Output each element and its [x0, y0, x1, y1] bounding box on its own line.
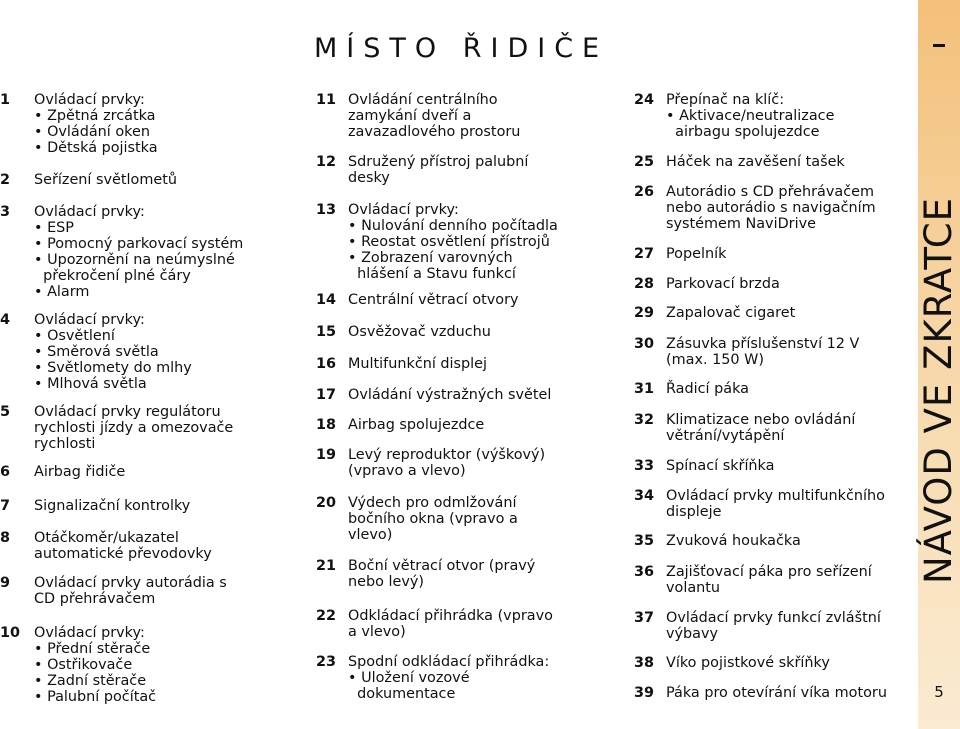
legend-item-number: 14 [316, 292, 337, 308]
legend-item-line: • Dětská pojistka [34, 140, 158, 156]
legend-item-line: Ovládací prvky: [34, 204, 145, 220]
legend-item-number: 32 [634, 412, 655, 428]
page-title: MÍSTO ŘIDIČE [314, 33, 609, 64]
legend-item-line: Ovládací prvky multifunkčního [666, 488, 885, 504]
legend-item [634, 458, 774, 474]
legend-item-line: • Nulování denního počítadla [348, 218, 558, 234]
legend-item-line: Odkládací přihrádka (vpravo [348, 608, 553, 624]
legend-item-number: 12 [316, 154, 337, 170]
legend-item-line: Ovládací prvky: [34, 312, 145, 328]
legend-item-line: Klimatizace nebo ovládání [666, 412, 856, 428]
legend-item-number: 13 [316, 202, 337, 218]
legend-item-line: (vpravo a vlevo) [348, 463, 466, 479]
legend-item [634, 184, 876, 232]
legend-item [0, 464, 125, 480]
legend-item-line: • Zadní stěrače [34, 673, 147, 689]
legend-item [316, 92, 520, 140]
legend-item [634, 488, 885, 520]
legend-item [316, 447, 545, 479]
legend-item-line: • Upozornění na neúmyslné [34, 252, 235, 268]
legend-item [634, 336, 859, 368]
legend-item-line: • ESP [34, 220, 74, 236]
legend-item-number: 2 [0, 172, 11, 188]
legend-item-line: • Ovládání oken [34, 124, 150, 140]
page-number: 5 [934, 683, 944, 701]
legend-item-line: Parkovací brzda [666, 276, 780, 292]
legend-item-number: 38 [634, 655, 655, 671]
legend-item-line: Ovládací prvky: [34, 625, 145, 641]
legend-item [0, 498, 190, 514]
legend-item-line: Spínací skříňka [666, 458, 775, 474]
legend-item-line: • Osvětlení [34, 328, 115, 344]
legend-item [316, 608, 553, 640]
legend-item-number: 39 [634, 685, 655, 701]
legend-item-number: 35 [634, 533, 655, 549]
legend-item-number: 15 [316, 324, 337, 340]
legend-item-number: 19 [316, 447, 337, 463]
legend-item-line: překročení plné čáry [34, 268, 191, 284]
legend-item-line: airbagu spolujezdce [666, 124, 820, 140]
legend-item [634, 92, 834, 140]
legend-item [316, 654, 549, 702]
legend-item-line: • Alarm [34, 284, 90, 300]
legend-item-line: automatické převodovky [34, 546, 212, 562]
legend-item-number: 28 [634, 276, 655, 292]
legend-item-number: 27 [634, 246, 655, 262]
legend-item-line: zavazadlového prostoru [348, 124, 521, 140]
legend-item-line: Osvěžovač vzduchu [348, 324, 491, 340]
legend-item-line: Ovládací prvky regulátoru [34, 404, 221, 420]
legend-item-line: a vlevo) [348, 624, 406, 640]
legend-item-line: výbavy [666, 626, 719, 642]
legend-item-line: • Uložení vozové [348, 670, 470, 686]
legend-item-line: Airbag spolujezdce [348, 417, 485, 433]
legend-item-line: (max. 150 W) [666, 352, 765, 368]
legend-item-number: 36 [634, 564, 655, 580]
legend-item [634, 276, 780, 292]
legend-item-line: • Reostat osvětlení přístrojů [348, 234, 550, 250]
legend-item-number: 20 [316, 495, 337, 511]
legend-item-number: 21 [316, 558, 337, 574]
legend-item-line: • Palubní počítač [34, 689, 157, 705]
legend-item-line: • Pomocný parkovací systém [34, 236, 244, 252]
legend-item-line: desky [348, 170, 390, 186]
legend-item-line: Háček na zavěšení tašek [666, 154, 845, 170]
legend-item-line: • Aktivace/neutralizace [666, 108, 835, 124]
legend-item [634, 610, 881, 642]
legend-item-number: 8 [0, 530, 11, 546]
legend-item [634, 655, 830, 671]
legend-item-line: Zajišťovací páka pro seřízení [666, 564, 872, 580]
legend-item-line: • Ostřikovače [34, 657, 133, 673]
legend-item-number: 17 [316, 387, 337, 403]
legend-item [634, 685, 887, 701]
legend-item [316, 324, 491, 340]
legend-item-line: Ovládání výstražných světel [348, 387, 552, 403]
legend-item [634, 412, 855, 444]
legend-item-line: nebo levý) [348, 574, 424, 590]
legend-item-line: Ovládací prvky autorádia s [34, 575, 227, 591]
legend-item [316, 154, 528, 186]
legend-item-number: 30 [634, 336, 655, 352]
legend-item [0, 204, 243, 300]
legend-item [0, 172, 177, 188]
legend-item-line: rychlosti [34, 436, 96, 452]
legend-item [634, 564, 872, 596]
legend-item-line: Centrální větrací otvory [348, 292, 519, 308]
legend-item-number: 11 [316, 92, 337, 108]
legend-item [634, 381, 749, 397]
legend-item-line: Boční větrací otvor (pravý [348, 558, 536, 574]
legend-item [316, 495, 518, 543]
legend-item-number: 26 [634, 184, 655, 200]
legend-item-line: • Mlhová světla [34, 376, 147, 392]
legend-item-number: 4 [0, 312, 11, 328]
legend-item-line: Ovládací prvky funkcí zvláštní [666, 610, 881, 626]
legend-item-line: Víko pojistkové skříňky [666, 655, 830, 671]
legend-item-line: CD přehrávačem [34, 591, 156, 607]
legend-item-number: 5 [0, 404, 11, 420]
legend-item-line: Ovládací prvky: [348, 202, 459, 218]
legend-item-number: 6 [0, 464, 11, 480]
legend-item-number: 3 [0, 204, 11, 220]
legend-item-number: 31 [634, 381, 655, 397]
legend-item-line: Popelník [666, 246, 727, 262]
legend-item [316, 417, 484, 433]
legend-item [0, 312, 192, 392]
legend-item-number: 34 [634, 488, 655, 504]
legend-item [0, 404, 233, 452]
legend-item-line: volantu [666, 580, 721, 596]
legend-item-line: rychlosti jízdy a omezovače [34, 420, 234, 436]
legend-item-line: Zásuvka příslušenství 12 V [666, 336, 860, 352]
legend-item-line: Airbag řidiče [34, 464, 126, 480]
legend-item [316, 387, 551, 403]
legend-item-line: Otáčkoměr/ukazatel [34, 530, 179, 546]
legend-item-number: 37 [634, 610, 655, 626]
legend-item-number: 25 [634, 154, 655, 170]
legend-item-number: 18 [316, 417, 337, 433]
legend-item-line: Multifunkční displej [348, 356, 488, 372]
legend-item-line: Zapalovač cigaret [666, 305, 796, 321]
legend-item-number: 9 [0, 575, 11, 591]
sidebar-tab-marker [933, 44, 945, 47]
legend-item-number: 7 [0, 498, 11, 514]
legend-item-line: Zvuková houkačka [666, 533, 801, 549]
legend-item-number: 23 [316, 654, 337, 670]
legend-item-line: Přepínač na klíč: [666, 92, 785, 108]
legend-item-line: displeje [666, 504, 722, 520]
legend-item-number: 10 [0, 625, 21, 641]
legend-item-line: zamykání dveří a [348, 108, 472, 124]
legend-item-line: nebo autorádio s navigačním [666, 200, 876, 216]
legend-item [634, 305, 795, 321]
legend-item-line: Řadicí páka [666, 381, 749, 397]
legend-item-line: Levý reproduktor (výškový) [348, 447, 546, 463]
legend-item-number: 33 [634, 458, 655, 474]
legend-item [316, 292, 519, 308]
legend-item-line: Ovládací prvky: [34, 92, 145, 108]
legend-item-line: Sdružený přístroj palubní [348, 154, 529, 170]
legend-item-line: dokumentace [348, 686, 456, 702]
sidebar-chapter-title: NÁVOD VE ZKRATCE [917, 196, 960, 584]
legend-item-number: 22 [316, 608, 337, 624]
legend-item-line: větrání/vytápění [666, 428, 785, 444]
legend-item-line: Seřízení světlometů [34, 172, 177, 188]
legend-item-number: 24 [634, 92, 655, 108]
legend-item-line: Páka pro otevírání víka motoru [666, 685, 887, 701]
legend-item-line: • Světlomety do mlhy [34, 360, 192, 376]
legend-item-line: bočního okna (vpravo a [348, 511, 518, 527]
legend-item-number: 16 [316, 356, 337, 372]
legend-item-line: • Směrová světla [34, 344, 159, 360]
legend-item [634, 154, 845, 170]
legend-item [634, 533, 801, 549]
legend-item-line: • Zobrazení varovných [348, 250, 513, 266]
legend-item-line: • Přední stěrače [34, 641, 151, 657]
legend-item [316, 356, 487, 372]
legend-item-line: Ovládání centrálního [348, 92, 498, 108]
legend-item [0, 530, 212, 562]
legend-item-line: vlevo) [348, 527, 393, 543]
legend-item-line: hlášení a Stavu funkcí [348, 266, 516, 282]
legend-item [316, 202, 558, 282]
legend-item [634, 246, 726, 262]
legend-item-line: systémem NaviDrive [666, 216, 816, 232]
legend-item [0, 92, 158, 156]
legend-item [0, 625, 156, 705]
legend-item-line: Výdech pro odmlžování [348, 495, 517, 511]
chapter-sidebar [918, 0, 960, 729]
legend-item-line: • Zpětná zrcátka [34, 108, 156, 124]
legend-item-line: Signalizační kontrolky [34, 498, 191, 514]
legend-item-number: 1 [0, 92, 11, 108]
legend-item-line: Autorádio s CD přehrávačem [666, 184, 874, 200]
legend-item-number: 29 [634, 305, 655, 321]
legend-item [0, 575, 227, 607]
legend-item-line: Spodní odkládací přihrádka: [348, 654, 550, 670]
legend-item [316, 558, 535, 590]
